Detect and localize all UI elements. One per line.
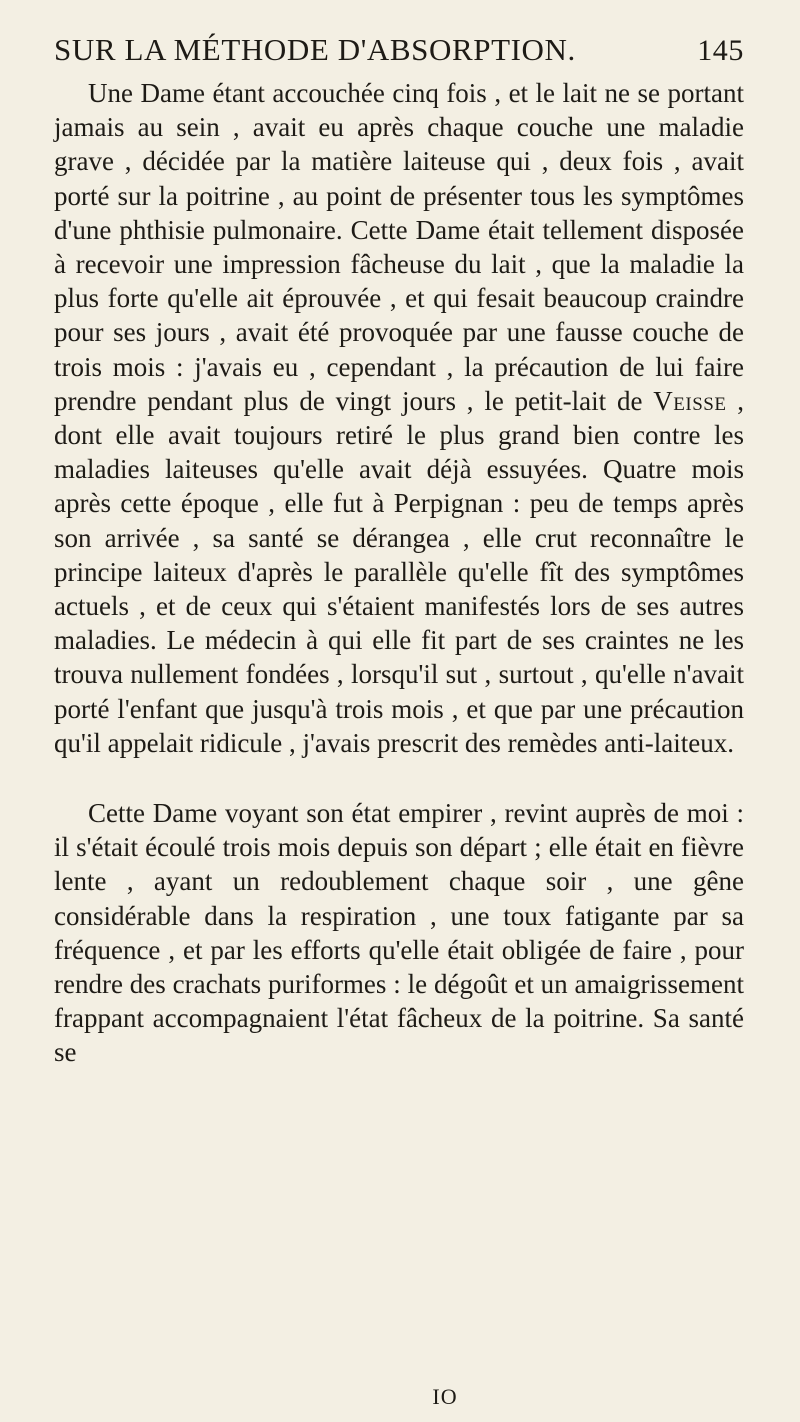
signature-mark: IO bbox=[432, 1384, 458, 1409]
running-title: SUR LA MÉTHODE D'ABSORPTION. bbox=[54, 32, 576, 67]
page-number: 145 bbox=[697, 34, 744, 67]
paragraph-1 bbox=[54, 76, 744, 760]
person-name: Veisse bbox=[653, 385, 727, 416]
paragraph-1-text-end: , dont elle avait toujours retiré le plus grand bien contre les maladies laiteuses qu'elle avait déjà essuyées. Quatre mois après cette époque , elle fut à Perpignan : peu de temps après son arrivée , sa santé se dérangea , elle crut reconnaître le principe laiteux d'après le parallèle qu'elle fît des symptômes actuels , et de ceux qui s'étaient manifestés lors de ses autres maladies. Le médecin à qui elle fit part de ses craintes ne les trouva nullement fondées , lorsqu'il sut , surtout , qu'elle n'avait porté l'enfant que jusqu'à trois mois , et que par une précaution qu'il appelait ridicule , j'avais prescrit des remèdes anti-laiteux. bbox=[54, 385, 745, 758]
page-header bbox=[54, 30, 744, 74]
paragraph-2: Cette Dame voyant son état empirer , revint auprès de moi : il s'était écoulé trois mois depuis son départ ; elle était en fièvre lente , ayant un redoublement chaque soir , une gêne considérable dans la respiration , une toux fatigante par sa fréquence , et par les efforts qu'elle était obligée de faire , pour rendre des crachats puriformes : le dégoût et un amaigrissement frappant accompagnaient l'état fâcheux de la poitrine. Sa santé se bbox=[54, 798, 744, 1068]
paragraph-1-text-start: Une Dame étant accouchée cinq fois , et le lait ne se portant jamais au sein , avait eu après chaque couche une maladie grave , décidée par la matière laiteuse qui , deux fois , avait porté sur la poitrine , au point de présenter tous les symptômes d'une phthisie pulmonaire. Cette Dame était tellement disposée à recevoir une impression fâcheuse du lait , que la maladie la plus forte qu'elle ait éprouvée , et qui fesait beaucoup craindre pour ses jours , avait été provoquée par une fausse couche de trois mois : j'avais eu , cependant , la précaution de lui faire prendre pendant plus de vingt jours , le petit-lait de bbox=[54, 78, 744, 416]
